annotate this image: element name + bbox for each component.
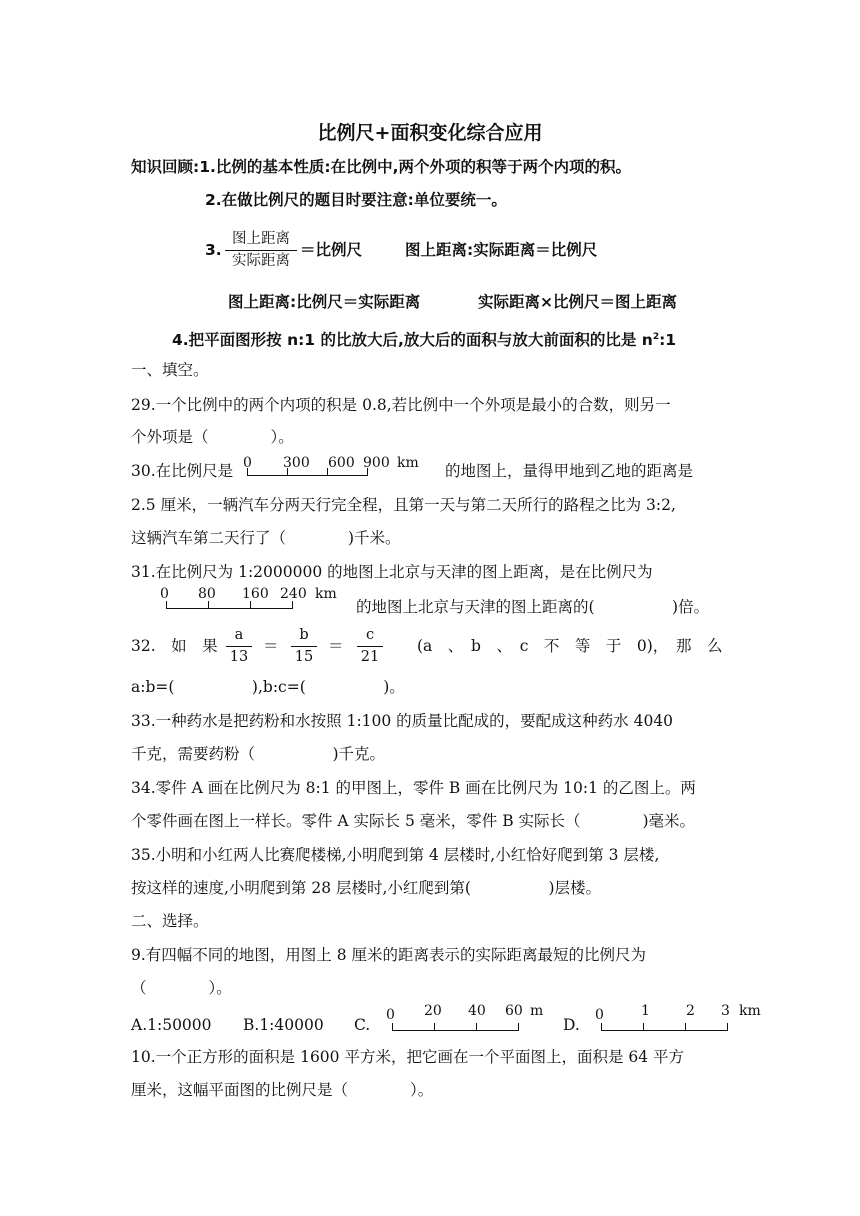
- scale-label: 0: [386, 1007, 395, 1023]
- scale-label: 900: [363, 455, 390, 471]
- review-line-4b: 实际距离×比例尺＝图上距离: [478, 293, 677, 311]
- scale-label: 80: [198, 586, 216, 602]
- q32-equals-2: ＝: [328, 637, 344, 655]
- distance-fraction: [225, 230, 297, 271]
- q34-line-2: 个零件画在图上一样长。零件 A 实际长 5 毫米，零件 B 实际长（ )毫米。: [131, 812, 696, 830]
- fraction-numerator: 图上距离: [232, 231, 290, 247]
- q30-line-1-prefix: 30.在比例尺是: [131, 462, 234, 480]
- scale-label: km: [739, 1003, 761, 1019]
- q9-option-d: D.: [563, 1016, 580, 1034]
- q9-line-1: 9.有四幅不同的地图，用图上 8 厘米的距离表示的实际距离最短的比例尺为: [131, 946, 647, 964]
- q33-line-1: 33.一种药水是把药粉和水按照 1:100 的质量比配成的，要配成这种药水 4040: [131, 712, 674, 730]
- scale-label: 300: [283, 455, 310, 471]
- q31-scale-bar: [160, 586, 350, 616]
- review-item3-equals: ＝比例尺: [300, 241, 363, 259]
- scale-label: 20: [424, 1003, 442, 1019]
- q30-line-1-suffix: 的地图上，量得甲地到乙地的距离是: [445, 462, 694, 480]
- q9-option-c: C.: [354, 1016, 371, 1034]
- document-title: 比例尺+面积变化综合应用: [317, 122, 543, 144]
- scale-label: 240: [280, 586, 307, 602]
- scale-label: 1: [641, 1003, 650, 1019]
- review-item3-number: 3.: [205, 241, 222, 259]
- q32-suffix: (a 、 b 、 c 不 等 于 0)， 那 么: [417, 637, 723, 655]
- q30-scale-bar: [243, 455, 433, 485]
- q32-prefix: 32. 如 果: [131, 637, 218, 655]
- q32-line-2: a:b=( ),b:c=( )。: [131, 678, 405, 696]
- scale-label: 0: [160, 586, 169, 602]
- q32-fraction-b: b 15: [291, 626, 317, 667]
- q29-line-2: 个外项是（ ）。: [131, 428, 294, 446]
- review-line-4a: 图上距离:比例尺＝实际距离: [228, 293, 421, 311]
- q29-line-1: 29.一个比例中的两个内项的积是 0.8,若比例中一个外项是最小的合数，则另一: [131, 396, 671, 414]
- q34-line-1: 34.零件 A 画在比例尺为 8:1 的甲图上，零件 B 画在比例尺为 10:1 的乙图上。两: [131, 779, 696, 797]
- q9-line-2: （ ）。: [131, 979, 232, 997]
- q32-fraction-c: c 21: [357, 626, 383, 667]
- review-line-1: 知识回顾:1.比例的基本性质:在比例中,两个外项的积等于两个内项的积。: [131, 158, 631, 176]
- q33-line-2: 千克，需要药粉（ )千克。: [131, 745, 386, 763]
- q35-line-1: 35.小明和小红两人比赛爬楼梯,小明爬到第 4 层楼时,小红恰好爬到第 3 层楼,: [131, 846, 660, 864]
- scale-label: 60: [505, 1003, 523, 1019]
- q10-line-1: 10.一个正方形的面积是 1600 平方米，把它画在一个平面图上，面积是 64 平方: [131, 1048, 685, 1066]
- section-fill-in: 一、填空。: [131, 361, 209, 379]
- q30-line-3: 这辆汽车第二天行了（ )千米。: [131, 529, 401, 547]
- scale-label: 600: [328, 455, 355, 471]
- scale-label: 2: [686, 1003, 695, 1019]
- q32-fraction-a: a 13: [226, 626, 252, 667]
- section-choice: 二、选择。: [131, 912, 209, 930]
- q31-line-1: 31.在比例尺为 1:2000000 的地图上北京与天津的图上距离，是在比例尺为: [131, 563, 653, 581]
- q31-line-2: 的地图上北京与天津的图上距离的( )倍。: [356, 598, 710, 616]
- q9-option-b: B.1:40000: [243, 1016, 324, 1034]
- review-line-5: 4.把平面图形按 n:1 的比放大后,放大后的面积与放大前面积的比是 $n^2:1$: [172, 331, 677, 350]
- q32-equals-1: ＝: [263, 637, 279, 655]
- q9-option-a: A.1:50000: [131, 1016, 212, 1034]
- scale-label: 160: [242, 586, 269, 602]
- scale-label: 40: [468, 1003, 486, 1019]
- scale-label: 0: [595, 1007, 604, 1023]
- q9-option-d-scale-bar: [593, 1003, 763, 1035]
- scale-label: km: [397, 455, 419, 471]
- scale-label: 0: [243, 455, 252, 471]
- review-item3-ratio: 图上距离:实际距离＝比例尺: [405, 241, 598, 259]
- q9-option-c-scale-bar: [384, 1003, 554, 1035]
- q30-line-2: 2.5 厘米，一辆汽车分两天行完全程，且第一天与第二天所行的路程之比为 3:2,: [131, 496, 676, 514]
- scale-label: m: [530, 1003, 544, 1019]
- review-line-2: 2.在做比例尺的题目时要注意:单位要统一。: [205, 191, 507, 209]
- scale-label: km: [315, 586, 337, 602]
- scale-label: 3: [721, 1003, 730, 1019]
- q10-line-2: 厘米，这幅平面图的比例尺是（ ）。: [131, 1081, 434, 1099]
- q35-line-2: 按这样的速度,小明爬到第 28 层楼时,小红爬到第( )层楼。: [131, 879, 602, 897]
- fraction-denominator: 实际距离: [232, 253, 290, 269]
